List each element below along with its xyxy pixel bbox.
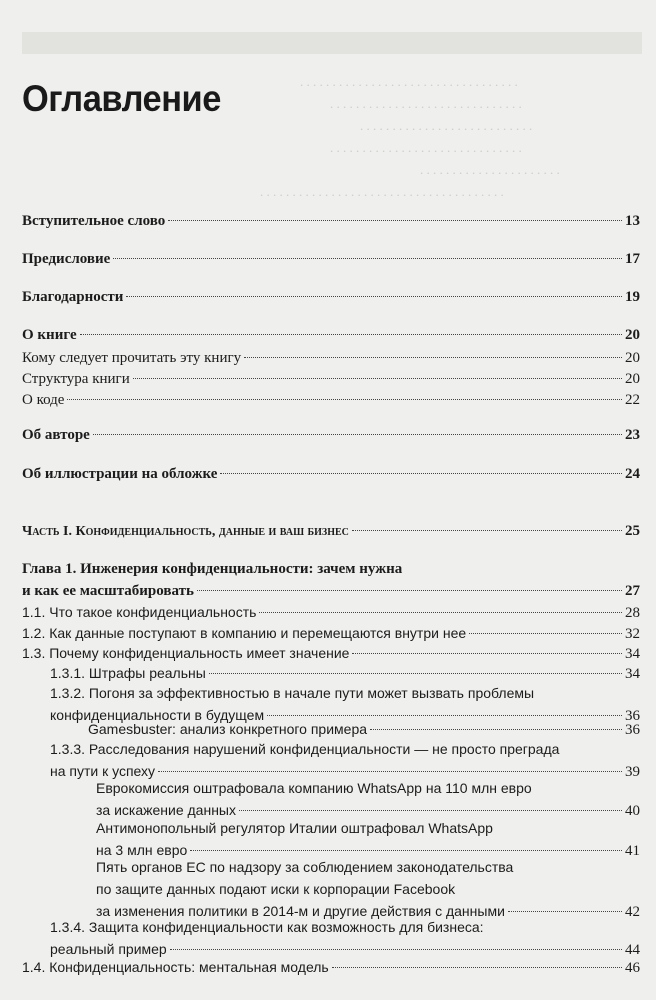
entry-title-line1: Пять органов ЕС по надзору за соблюдением законодательства xyxy=(96,859,514,875)
toc-page: . . . . . . . . . . . . . . . . . . . . . . . . . . . . . . . . . . . . . . . . . . . . . . . . . . . . . . . . . . . . . . . . . . . . . . . . . . . . . . . . . . . . . . . . . . . . . . . . . . . . . . . . . . . . . . . . . . . . . . . . . . . . . . . . . . . . . . . . . . . . . . . . . . . . . . . . . . . . . . . . . . . . . . . . . . . . . . . . . . . . . Оглавление Вступительное слово 13 Предисловие 17 Благодарности 19 О книге 20 Кому следует прочитать эту книгу 20 Структура книги 20 О коде 22 Об авторе 23 Об иллюстрации на обложке 24 Часть I. Конфиденциальность, данные и ваш бизнес 25 Глава 1. Инженерия конфиденциальности: зачем нужна и как ее масштабировать 27 1.1. Что такое конфиденциальность 28 1.2. Как данные поступают в компанию и перемещаются внутри нее 32 1.3. Почему конфиденциальность имеет значение 34 1.3.1. Штрафы реальны 34 1.3.2. Погоня за эффективностью в начале пути может вызвать проблемы конфиденциальности в будущем 36 Gamesbuster: анализ конкретного примера 36 1.3.3. Расследования нарушений конфиденциальности — не просто преграда на пути к успеху 39 Еврокомиссия оштрафовала компанию WhatsApp на 110 млн евро за искажение данных 40 Антимонопольный регулятор Италии оштрафовал WhatsApp на 3 млн евро 41 Пять органов ЕС по надзору за соблюдением законодательства по защите данных подают иски к корпорации Facebook за изменения политики в 2014-м и другие действия с данными 42 1.3.4. Защита конфиденциальности как возможность для бизнеса: реальный пример 44 1.4. Конфиденциальность: ментальная модель 46 xyxy=(0,0,656,1000)
dot-leader xyxy=(93,434,622,435)
entry-title: Структура книги xyxy=(22,371,130,387)
entry-title: 1.4. Конфиденциальность: ментальная модель xyxy=(22,959,329,975)
entry-title: Благодарности xyxy=(22,289,124,305)
toc-entry-cover-illustration[interactable] xyxy=(22,463,640,485)
entry-title: О коде xyxy=(22,392,65,408)
toc-entry-section-1-3-4[interactable] xyxy=(50,916,640,961)
toc-entry-who-should-read[interactable] xyxy=(22,347,640,369)
dot-leader xyxy=(190,850,622,851)
page-number: 39 xyxy=(625,764,640,780)
page-number: 28 xyxy=(625,605,640,621)
entry-title: на пути к успеху xyxy=(50,763,156,779)
entry-title: за изменения политики в 2014-м и другие действия с данными xyxy=(96,903,505,919)
dot-leader xyxy=(352,653,622,654)
toc-entry-about-book[interactable] xyxy=(22,324,640,346)
page-number: 13 xyxy=(625,213,640,229)
dot-leader xyxy=(209,673,622,674)
entry-title: Кому следует прочитать эту книгу xyxy=(22,350,242,366)
entry-title-line1: 1.3.4. Защита конфиденциальности как возможность для бизнеса: xyxy=(50,919,484,935)
entry-title-line1: 1.3.3. Расследования нарушений конфиденциальности — не просто преграда xyxy=(50,741,560,757)
dot-leader xyxy=(267,715,622,716)
page-number: 46 xyxy=(625,960,640,976)
entry-title-line1: 1.3.2. Погоня за эффективностью в начале пути может вызвать проблемы xyxy=(50,685,535,701)
entry-title: Часть I. Конфиденциальность, данные и ваш бизнес xyxy=(22,524,349,539)
dot-leader xyxy=(244,357,622,358)
toc-entry-book-structure[interactable] xyxy=(22,368,640,390)
dot-leader xyxy=(352,530,622,531)
page-number: 20 xyxy=(625,327,640,343)
entry-title: 1.2. Как данные поступают в компанию и перемещаются внутри нее xyxy=(22,625,467,641)
dot-leader xyxy=(239,810,622,811)
entry-title: 1.3. Почему конфиденциальность имеет значение xyxy=(22,645,350,661)
page-number: 42 xyxy=(625,904,640,920)
dot-leader xyxy=(113,258,622,259)
toc-entry-chapter-1[interactable] xyxy=(22,558,640,602)
page-number: 27 xyxy=(625,583,640,599)
toc-entry-section-1-1[interactable] xyxy=(22,601,640,624)
entry-title-line2: по защите данных подают иски к корпорации Facebook xyxy=(96,881,456,897)
entry-title: 1.1. Что такое конфиденциальность xyxy=(22,604,257,620)
page-number: 34 xyxy=(625,646,640,662)
page-number: 36 xyxy=(625,722,640,738)
toc-entry-preface[interactable] xyxy=(22,248,640,270)
entry-title: конфиденциальности в будущем xyxy=(50,707,265,723)
toc-entry-eu-facebook[interactable] xyxy=(96,856,640,923)
page-number: 23 xyxy=(625,427,640,443)
bleed-through-header xyxy=(22,32,642,54)
page-title: Оглавление xyxy=(22,78,221,119)
dot-leader xyxy=(170,949,622,950)
entry-title: Предисловие xyxy=(22,251,111,267)
dot-leader xyxy=(158,771,622,772)
toc-entry-about-author[interactable] xyxy=(22,424,640,446)
dot-leader xyxy=(469,633,622,634)
page-number: 36 xyxy=(625,708,640,724)
entry-title: О книге xyxy=(22,327,77,343)
dot-leader xyxy=(259,612,622,613)
page-number: 20 xyxy=(625,371,640,387)
dot-leader xyxy=(168,220,622,221)
dot-leader xyxy=(133,378,622,379)
entry-title: 1.3.1. Штрафы реальны xyxy=(50,665,206,681)
dot-leader xyxy=(220,473,622,474)
dot-leader xyxy=(332,967,622,968)
entry-title: реальный пример xyxy=(50,941,167,957)
page-number: 19 xyxy=(625,289,640,305)
page-number: 17 xyxy=(625,251,640,267)
entry-title: Gamesbuster: анализ конкретного примера xyxy=(88,721,368,737)
toc-entry-ec-whatsapp[interactable] xyxy=(96,777,640,822)
page-number: 32 xyxy=(625,626,640,642)
toc-entry-about-code[interactable] xyxy=(22,389,640,411)
entry-title-line1: Еврокомиссия оштрафовала компанию WhatsApp на 110 млн евро xyxy=(96,780,532,796)
page-number: 40 xyxy=(625,803,640,819)
entry-title: Об иллюстрации на обложке xyxy=(22,466,218,482)
entry-title-line1: Глава 1. Инженерия конфиденциальности: зачем нужна xyxy=(22,561,403,577)
toc-entry-section-1-4[interactable] xyxy=(22,956,640,979)
entry-title: Вступительное слово xyxy=(22,213,166,229)
dot-leader xyxy=(80,334,622,335)
page-number: 41 xyxy=(625,843,640,859)
toc-entry-part-1[interactable] xyxy=(22,520,640,543)
page-number: 25 xyxy=(625,523,640,539)
dot-leader xyxy=(126,296,622,297)
entry-title: за искажение данных xyxy=(96,802,236,818)
dot-leader xyxy=(197,590,622,591)
dot-leader xyxy=(370,729,622,730)
page-number: 24 xyxy=(625,466,640,482)
entry-title: и как ее масштабировать xyxy=(22,583,194,599)
toc-entry-intro[interactable] xyxy=(22,210,640,232)
page-number: 44 xyxy=(625,942,640,958)
entry-title: Об авторе xyxy=(22,427,90,443)
entry-title: на 3 млн евро xyxy=(96,842,188,858)
page-number: 22 xyxy=(625,392,640,408)
dot-leader xyxy=(508,911,622,912)
dot-leader xyxy=(67,399,622,400)
entry-title-line1: Антимонопольный регулятор Италии оштрафовал WhatsApp xyxy=(96,820,493,836)
page-number: 34 xyxy=(625,666,640,682)
toc-entry-acknowledgements[interactable] xyxy=(22,286,640,308)
page-number: 20 xyxy=(625,350,640,366)
